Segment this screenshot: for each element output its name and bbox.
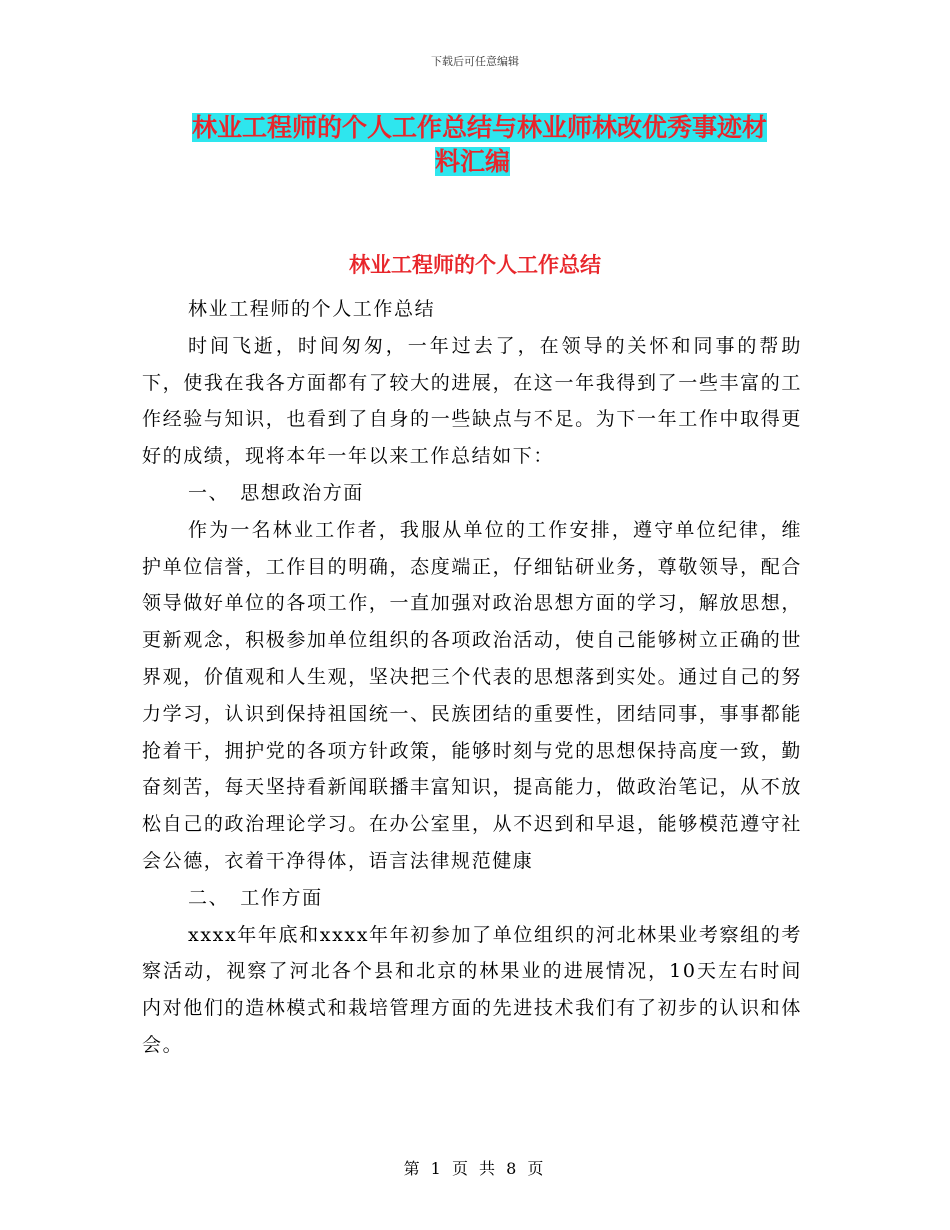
body-text — [142, 291, 802, 1064]
section-title: 林业工程师的个人工作总结 — [349, 252, 601, 277]
document-title — [192, 112, 812, 180]
heading-politics: 一、 思想政治方面 — [188, 481, 364, 504]
title-line-1: 林业工程师的个人工作总结与林业师林改优秀事迹材 — [192, 113, 768, 142]
paragraph-politics: 作为一名林业工作者，我服从单位的工作安排，遵守单位纪律，维护单位信誉，工作目的明确，态度端正，仔细钻研业务，尊敬领导，配合领导做好单位的各项工作，一直加强对政治思想方面的学习，解放思想，更新观念，积极参加单位组织的各项政治活动，使自己能够树立正确的世界观，价值观和人生观，坚决把三个代表的思想落到实处。通过自己的努力学习，认识到保持祖国统一、民族团结的重要性，团结同事，事事都能抢着干，拥护党的各项方针政策，能够时刻与党的思想保持高度一致，勤奋刻苦，每天坚持看新闻联播丰富知识，提高能力，做政治笔记，从不放松自己的政治理论学习。在办公室里，从不迟到和早退，能够模范遵守社会公德，衣着干净得体，语言法律规范健康 — [142, 518, 802, 872]
paragraph-work: xxxx年年底和xxxx年年初参加了单位组织的河北林果业考察组的考察活动，视察了河北各个县和北京的林果业的进展情况，10天左右时间内对他们的造林模式和栽培管理方面的先进技术我们有了初步的认识和体会。 — [142, 923, 802, 1056]
paragraph-intro: 时间飞逝，时间匆匆，一年过去了，在领导的关怀和同事的帮助下，使我在我各方面都有了较大的进展，在这一年我得到了一些丰富的工作经验与知识，也看到了自身的一些缺点与不足。为下一年工作中取得更好的成绩，现将本年一年以来工作总结如下： — [142, 334, 802, 468]
heading-work: 二、 工作方面 — [188, 886, 323, 909]
header-note: 下载后可任意编辑 — [431, 55, 519, 68]
title-line-2: 料汇编 — [435, 147, 511, 176]
paragraph-subtitle: 林业工程师的个人工作总结 — [188, 298, 436, 320]
page-footer: 第 1 页 共 8 页 — [403, 1159, 547, 1178]
